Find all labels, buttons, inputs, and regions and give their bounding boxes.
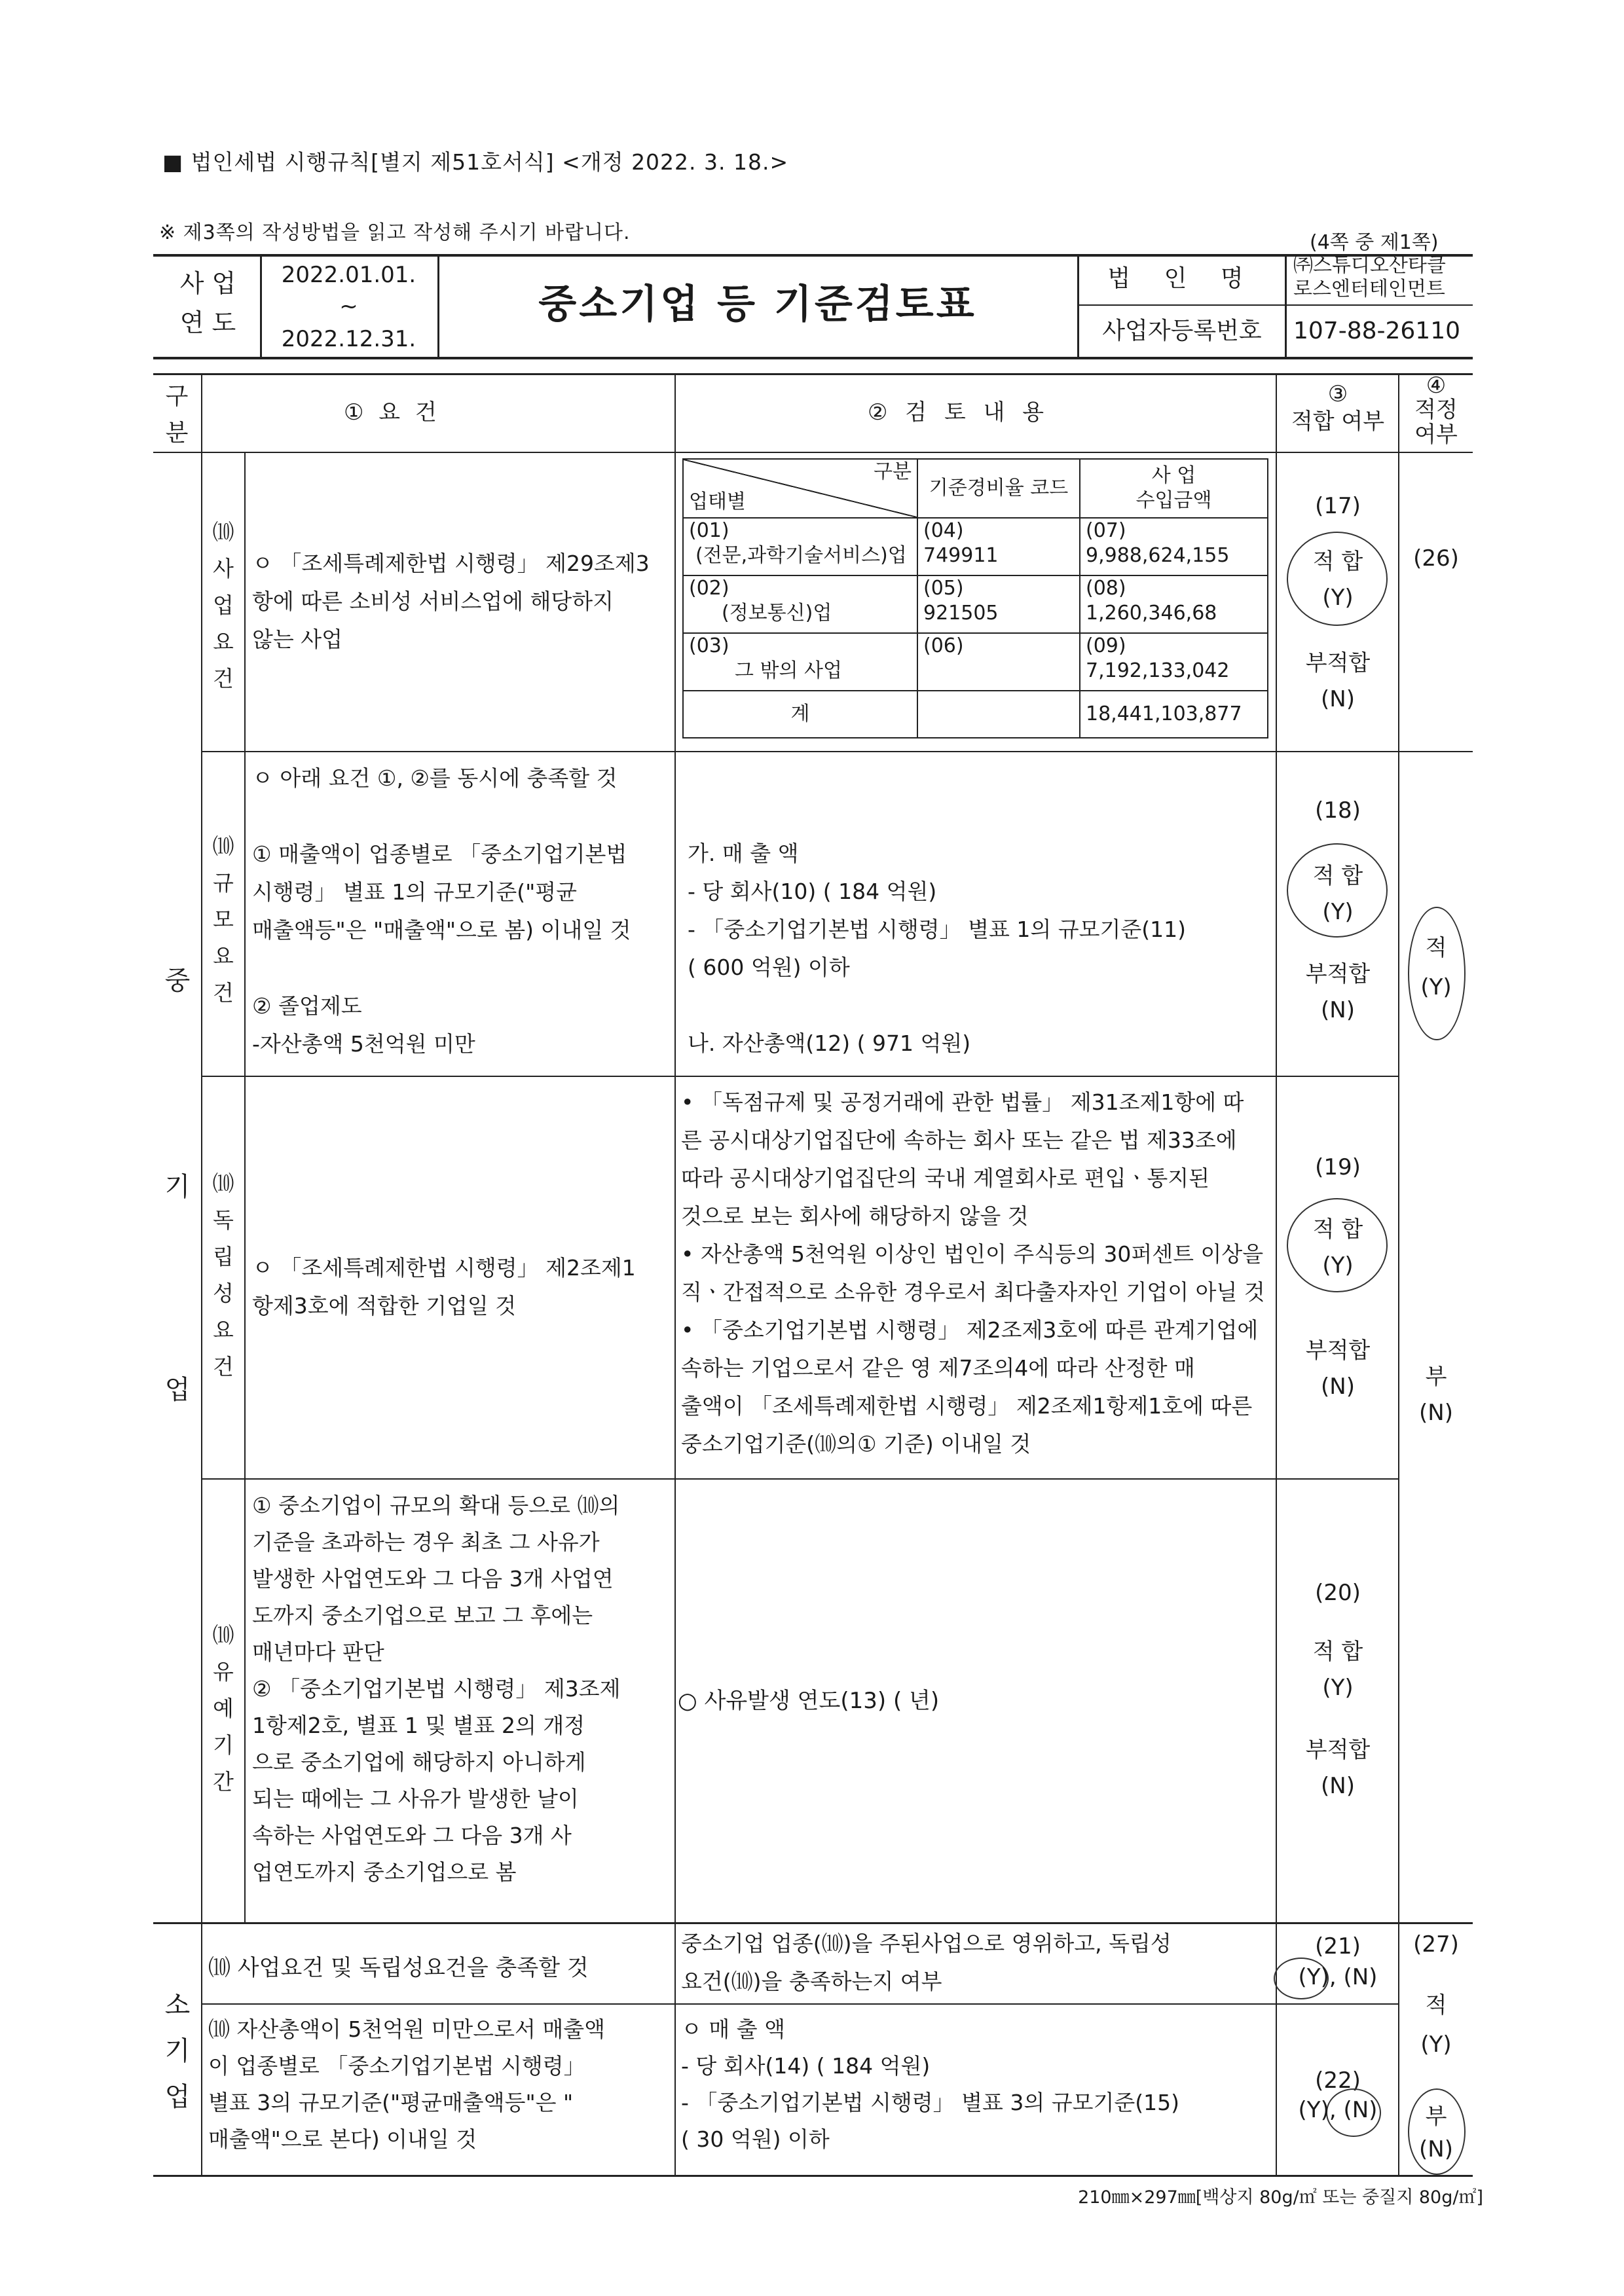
text-line: - 당 회사(10) ( 184 억원)	[688, 879, 937, 904]
header-fit-no: ③	[1327, 381, 1348, 407]
text-line: 른 공시대상기업집단에 속하는 회사 또는 같은 법 제33조에	[681, 1127, 1237, 1153]
business-type: (전문,과학기술서비스)업	[695, 544, 907, 567]
text-line: 모	[213, 907, 234, 932]
year-label-b: 연 도	[179, 308, 236, 337]
text-line: 도까지 중소기업으로 보고 그 후에는	[252, 1603, 593, 1628]
text-line: - 「중소기업기본법 시행령」 별표 3의 규모기준(15)	[681, 2090, 1180, 2115]
business-type: 그 밖의 사업	[735, 659, 842, 682]
r106-judge-y-code: (Y)	[1420, 2032, 1452, 2058]
text-line: 되는 때에는 그 사유가 발생한 날이	[252, 1786, 579, 1812]
r105-fit-no: (21)	[1315, 1933, 1361, 1959]
instruction-note: ※ 제3쪽의 작성방법을 읽고 작성해 주시기 바랍니다.	[159, 221, 631, 244]
text-line: 업연도까지 중소기업으로 봄	[252, 1859, 517, 1885]
text-line: 유	[213, 1659, 234, 1685]
text-line: 중소기업 업종(⑽)을 주된사업으로 영위하고, 독립성	[681, 1931, 1172, 1956]
period-start: 2022.01.01.	[281, 262, 416, 288]
text-line: 속하는 사업연도와 그 다음 3개 사	[252, 1823, 572, 1848]
r102-fit-n: 부적합	[1305, 961, 1371, 987]
page-number: (4쪽 중 제1쪽)	[1310, 231, 1439, 254]
r103-judge-n-code: (N)	[1419, 1400, 1453, 1426]
row-number: (01)	[689, 519, 729, 542]
r104-fit-y-code: (Y)	[1322, 1675, 1354, 1701]
text-line: ⑽	[212, 1622, 234, 1648]
text-line	[252, 797, 631, 835]
table-row	[683, 633, 1268, 691]
text-line: 요건(⑽)을 충족하는지 여부	[681, 1969, 942, 1994]
text-line: 으로 중소기업에 해당하지 아니하게	[252, 1749, 586, 1775]
text-line: 이 업종별로 「중소기업기본법 시행령」	[208, 2053, 585, 2079]
group-sme-3: 업	[164, 1375, 191, 1405]
business-type: (정보통신)업	[722, 602, 832, 625]
r104-label	[207, 1617, 240, 1800]
text-line: 성	[213, 1281, 234, 1306]
tbl-head-amount-1: 사 업	[1151, 464, 1196, 487]
r101-fit-n-code: (N)	[1321, 686, 1355, 712]
period-tilde: ~	[339, 293, 358, 319]
divider	[1077, 304, 1473, 306]
total-label: 계	[683, 691, 917, 738]
corp-name-label: 법 인 명	[1107, 265, 1257, 292]
table-row	[683, 518, 1268, 575]
r103-fit-n: 부적합	[1305, 1338, 1371, 1364]
header-requirement: ① 요 건	[344, 399, 441, 426]
amount-value: 7,192,133,042	[1086, 659, 1230, 682]
r106-judge-y: 적	[1425, 1992, 1447, 2018]
header-judge-1: 적정	[1414, 397, 1458, 423]
text-line: - 당 회사(14) ( 184 억원)	[681, 2053, 931, 2079]
text-line: 항에 따른 소비성 서비스업에 해당하지	[252, 589, 614, 614]
amount-number: (07)	[1086, 519, 1126, 542]
text-line: 매출액등"은 "매출액"으로 봄) 이내일 것	[252, 917, 631, 943]
text-line: 간	[213, 1769, 234, 1795]
r105-requirement: ⑽ 사업요건 및 독립성요건을 충족할 것	[208, 1955, 589, 1981]
text-line: 기	[213, 1732, 234, 1758]
text-line: ② 「중소기업기본법 시행령」 제3조제	[252, 1676, 621, 1702]
text-line: 중소기업기준(⑽의① 기준) 이내일 것	[681, 1431, 1031, 1457]
corp-name-line2: 로스엔터테인먼트	[1293, 278, 1445, 301]
tbl-head-amount-2: 수입금액	[1135, 489, 1212, 512]
text-line: ⑽	[212, 1171, 234, 1196]
text-line: 립	[213, 1244, 234, 1269]
total-amount: 18,441,103,877	[1080, 691, 1268, 738]
text-line: 것으로 보는 회사에 해당하지 않을 것	[681, 1203, 1029, 1229]
bizno: 107-88-26110	[1293, 318, 1461, 344]
amount-number: (09)	[1086, 634, 1126, 657]
group-sme-2: 기	[164, 1172, 191, 1202]
r104-requirement	[252, 1487, 620, 1891]
text-line: 기준을 초과하는 경우 최초 그 사유가	[252, 1529, 600, 1555]
r103-label	[207, 1165, 240, 1385]
text-line	[688, 987, 1186, 1025]
group-small-1: 소	[164, 1990, 191, 2020]
r104-fit-n: 부적합	[1305, 1737, 1371, 1763]
text-line: • 「중소기업기본법 시행령」 제2조제3호에 따른 관계기업에	[681, 1317, 1259, 1343]
tbl-head-code: 기준경비율 코드	[917, 459, 1080, 518]
group-sep	[153, 1922, 1473, 1924]
text-line: 별표 3의 규모기준("평균매출액등"은 "	[208, 2090, 574, 2115]
r105-judge-no: (27)	[1413, 1931, 1459, 1958]
r105-fit-yn: (Y), (N)	[1298, 1964, 1378, 1990]
tbl-head-gubun: 구분	[874, 460, 912, 483]
text-line: 속하는 기업으로서 같은 영 제7조의4에 따라 산정한 매	[681, 1355, 1195, 1381]
r102-label	[207, 828, 240, 1011]
form-reference: ■ 법인세법 시행규칙[별지 제51호서식] <개정 2022. 3. 18.>	[162, 149, 789, 175]
r102-fit-y: 적 합	[1312, 863, 1363, 889]
r103-review	[681, 1084, 1265, 1463]
amount-number: (08)	[1086, 577, 1126, 600]
text-line: ㅇ 아래 요건 ①, ②를 동시에 충족할 것	[252, 765, 618, 791]
r106-fit-yn: (Y), (N)	[1298, 2097, 1378, 2123]
r103-fit-n-code: (N)	[1321, 1374, 1355, 1400]
text-line: 사	[213, 556, 234, 581]
col-line	[201, 373, 202, 2175]
text-line: 발생한 사업연도와 그 다음 3개 사업연	[252, 1566, 614, 1592]
header-judge-2: 여부	[1414, 422, 1458, 448]
r103-requirement	[252, 1249, 636, 1325]
text-line	[252, 949, 631, 987]
corp-name-line1: ㈜스튜디오산타클	[1293, 254, 1446, 277]
r104-review: ○ 사유발생 연도(13) ( 년)	[678, 1688, 940, 1714]
text-line: 따라 공시대상기업집단의 국내 계열회사로 편입ㆍ통지된	[681, 1165, 1210, 1191]
text-line: • 「독점규제 및 공정거래에 관한 법률」 제31조제1항에 따	[681, 1089, 1244, 1115]
header-gubun: 구 분	[165, 383, 189, 446]
row-sep	[1398, 751, 1473, 752]
text-line: - 「중소기업기본법 시행령」 별표 1의 규모기준(11)	[688, 917, 1187, 942]
text-line: 독	[213, 1207, 234, 1233]
bizno-label: 사업자등록번호	[1102, 318, 1262, 344]
text-line: 요	[213, 1317, 234, 1343]
text-line: 건	[213, 1354, 234, 1379]
table-row	[683, 575, 1268, 633]
r102-fit-y-code: (Y)	[1322, 899, 1354, 925]
text-line: • 자산총액 5천억원 이상인 법인이 주식등의 30퍼센트 이상을	[681, 1241, 1264, 1267]
r101-fit-y: 적 합	[1312, 549, 1363, 575]
text-line: -자산총액 5천억원 미만	[252, 1031, 475, 1057]
header-judge-no: ④	[1426, 373, 1447, 399]
text-line: 업	[213, 592, 234, 618]
page-title: 중소기업 등 기준검토표	[538, 282, 977, 327]
text-line: ㅇ 「조세특례제한법 시행령」 제29조제3	[252, 551, 650, 576]
r101-fit-no: (17)	[1315, 493, 1361, 519]
r102-review	[688, 835, 1186, 1063]
text-line: ① 매출액이 업종별로 「중소기업기본법	[252, 841, 627, 867]
r103-fit-y-code: (Y)	[1322, 1252, 1354, 1279]
year-label-a: 사 업	[179, 269, 236, 298]
amount-value: 9,988,624,155	[1086, 544, 1230, 567]
table-row-total	[683, 691, 1268, 738]
text-line: 직ㆍ간접적으로 소유한 경우로서 최다출자자인 기업이 아닐 것	[681, 1279, 1265, 1305]
r106-requirement	[208, 2011, 605, 2158]
group-sme-1: 중	[164, 966, 191, 996]
r102-judge-y-code: (Y)	[1420, 974, 1452, 1000]
header-review: ② 검 토 내 용	[868, 399, 1050, 426]
text-line: 가. 매 출 액	[688, 841, 799, 866]
r104-fit-y: 적 합	[1312, 1639, 1363, 1665]
r102-judge-y: 적	[1425, 935, 1447, 961]
tbl-head-biz: 업태별	[689, 490, 746, 513]
text-line: 항제3호에 적합한 기업일 것	[252, 1293, 517, 1319]
text-line: 건	[213, 666, 234, 691]
group-small-2: 기	[164, 2036, 191, 2066]
r104-fit-n-code: (N)	[1321, 1773, 1355, 1799]
code-value: 921505	[923, 602, 999, 625]
col-line	[674, 373, 676, 2175]
paper-spec: 210㎜×297㎜[백상지 80g/㎡ 또는 중질지 80g/㎡]	[1078, 2187, 1483, 2208]
text-line: 건	[213, 980, 234, 1006]
r106-judge-n-code: (N)	[1419, 2136, 1453, 2162]
text-line: ⑽ 자산총액이 5천억원 미만으로서 매출액	[208, 2016, 606, 2042]
r103-fit-y: 적 합	[1312, 1216, 1363, 1243]
row-sep	[201, 751, 1398, 752]
text-line: 요	[213, 629, 234, 655]
col-line	[244, 452, 246, 1922]
text-line: ( 30 억원) 이하	[681, 2126, 830, 2152]
text-line: 나. 자산총액(12) ( 971 억원)	[688, 1030, 971, 1056]
text-line: 출액이 「조세특례제한법 시행령」 제2조제1항제1호에 따른	[681, 1393, 1253, 1419]
text-line: ② 졸업제도	[252, 993, 362, 1019]
text-line: 시행령」 별표 1의 규모기준("평균	[252, 879, 578, 905]
text-line: 예	[213, 1696, 234, 1721]
r103-fit-no: (19)	[1315, 1154, 1361, 1180]
r102-fit-no: (18)	[1315, 797, 1361, 824]
text-line: 않는 사업	[252, 627, 343, 652]
code-number: (04)	[923, 519, 964, 542]
header-bottom	[153, 452, 1473, 453]
text-line: ⑽	[212, 833, 234, 859]
col-line	[1276, 373, 1277, 2175]
text-line: 매출액"으로 본다) 이내일 것	[208, 2126, 477, 2152]
r103-judge-n: 부	[1425, 1364, 1447, 1390]
divider	[437, 254, 439, 357]
r105-review	[681, 1925, 1172, 2001]
r102-fit-n-code: (N)	[1321, 997, 1355, 1023]
r106-judge-n: 부	[1425, 2104, 1447, 2130]
text-line: ㅇ 「조세특례제한법 시행령」 제2조제1	[252, 1255, 636, 1281]
r101-fit-y-code: (Y)	[1322, 585, 1354, 611]
row-sep	[201, 1076, 1398, 1077]
row-number: (02)	[689, 577, 729, 600]
period-end: 2022.12.31.	[281, 326, 416, 352]
r102-requirement	[252, 759, 631, 1063]
text-line: 규	[213, 870, 234, 896]
row-number: (03)	[689, 634, 729, 657]
r101-label	[207, 514, 240, 697]
text-line: ㅇ 매 출 액	[681, 2016, 785, 2042]
r101-fit-n: 부적합	[1305, 650, 1371, 676]
text-line: 요	[213, 943, 234, 969]
row-sep	[201, 1478, 1398, 1480]
table-top	[153, 373, 1473, 375]
r101-requirement	[252, 545, 650, 659]
table-bottom	[153, 2175, 1473, 2177]
text-line: 1항제2호, 별표 1 및 별표 2의 개정	[252, 1713, 585, 1738]
header-fit: 적합 여부	[1291, 409, 1385, 435]
r101-judge-no: (26)	[1413, 545, 1459, 572]
r101-business-table	[682, 458, 1268, 738]
text-line: ① 중소기업이 규모의 확대 등으로 ⑽의	[252, 1493, 620, 1518]
text-line: ⑽	[212, 519, 234, 545]
code-number: (06)	[923, 634, 964, 657]
r106-review	[681, 2011, 1179, 2158]
group-small-3: 업	[164, 2082, 191, 2112]
r106-fit-no: (22)	[1315, 2068, 1361, 2094]
text-line: ( 600 억원) 이하	[688, 955, 850, 980]
text-line: 매년마다 판단	[252, 1639, 384, 1665]
amount-value: 1,260,346,68	[1086, 602, 1217, 625]
code-number: (05)	[923, 577, 964, 600]
row-sep	[201, 2003, 1398, 2005]
r104-fit-no: (20)	[1315, 1580, 1361, 1606]
col-line	[1398, 373, 1399, 2175]
code-value: 749911	[923, 544, 999, 567]
